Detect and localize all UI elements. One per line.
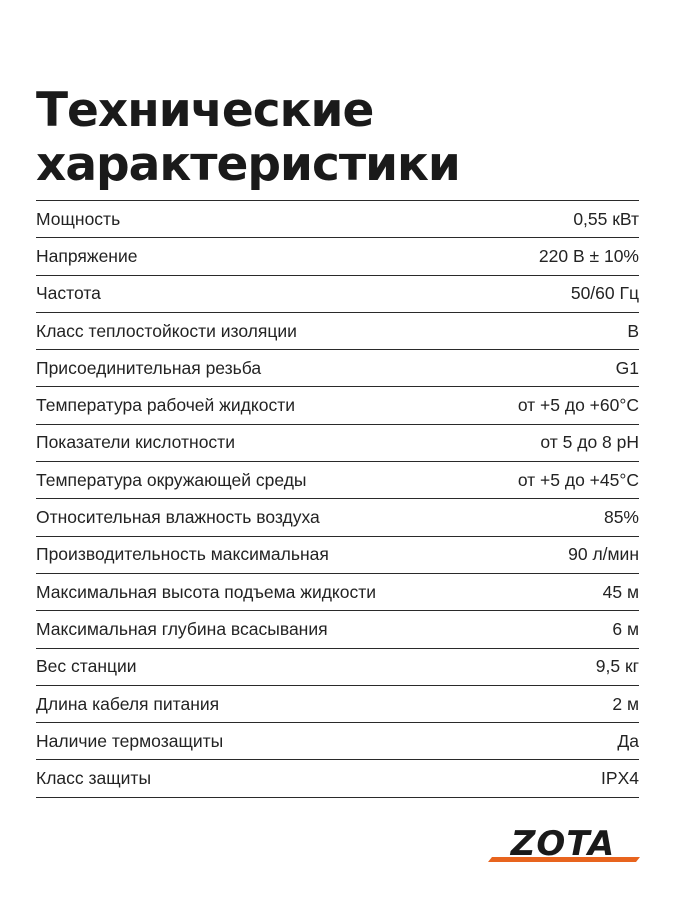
spec-row — [36, 574, 639, 611]
spec-label: Напряжение — [36, 245, 138, 266]
spec-value: 6 м — [612, 618, 639, 639]
spec-value: G1 — [615, 357, 639, 378]
spec-row — [36, 201, 639, 238]
spec-row — [36, 350, 639, 387]
spec-value: Да — [617, 730, 639, 751]
spec-row — [36, 499, 639, 536]
spec-value: от +5 до +45°С — [517, 469, 639, 490]
spec-row — [36, 276, 639, 313]
spec-value: 90 л/мин — [568, 544, 639, 565]
spec-label: Класс теплостойкости изоляции — [36, 320, 297, 341]
spec-label: Температура рабочей жидкости — [36, 395, 295, 416]
spec-value: B — [627, 320, 639, 341]
spec-value: 45 м — [602, 581, 639, 602]
spec-value: 9,5 кг — [595, 656, 639, 677]
page-title-line-2: характеристики — [36, 137, 460, 192]
spec-row — [36, 760, 639, 797]
spec-label: Показатели кислотности — [36, 432, 235, 453]
spec-row — [36, 686, 639, 723]
specs-table — [36, 200, 639, 798]
spec-value: 2 м — [612, 693, 639, 714]
spec-label: Присоединительная резьба — [36, 357, 262, 378]
page-title-line-1: Технические — [36, 83, 374, 138]
spec-label: Максимальная глубина всасывания — [36, 618, 328, 639]
spec-value: 50/60 Гц — [570, 283, 639, 304]
spec-row — [36, 425, 639, 462]
spec-row — [36, 537, 639, 574]
spec-row — [36, 649, 639, 686]
spec-label: Длина кабеля питания — [36, 693, 220, 714]
spec-value: 0,55 кВт — [573, 208, 639, 229]
spec-label: Наличие термозащиты — [36, 730, 224, 751]
spec-value: от +5 до +60°С — [517, 395, 639, 416]
spec-label: Температура окружающей среды — [36, 469, 307, 490]
spec-label: Частота — [36, 283, 101, 304]
zota-logo — [486, 824, 640, 864]
spec-value: 85% — [603, 507, 639, 528]
spec-value: 220 В ± 10% — [538, 245, 639, 266]
spec-value: IPX4 — [601, 768, 639, 789]
spec-row — [36, 723, 639, 760]
spec-row — [36, 387, 639, 424]
logo-text: ZOTA — [510, 824, 616, 864]
spec-label: Относительная влажность воздуха — [36, 507, 320, 528]
spec-row — [36, 313, 639, 350]
spec-value: от 5 до 8 pH — [540, 432, 639, 453]
spec-label: Класс защиты — [36, 768, 152, 789]
spec-label: Максимальная высота подъема жидкости — [36, 581, 377, 602]
spec-label: Мощность — [36, 208, 121, 229]
page-title — [36, 84, 646, 192]
spec-row — [36, 462, 639, 499]
spec-row — [36, 238, 639, 275]
spec-row — [36, 611, 639, 648]
spec-label: Производительность максимальная — [36, 544, 329, 565]
spec-label: Вес станции — [36, 656, 137, 677]
